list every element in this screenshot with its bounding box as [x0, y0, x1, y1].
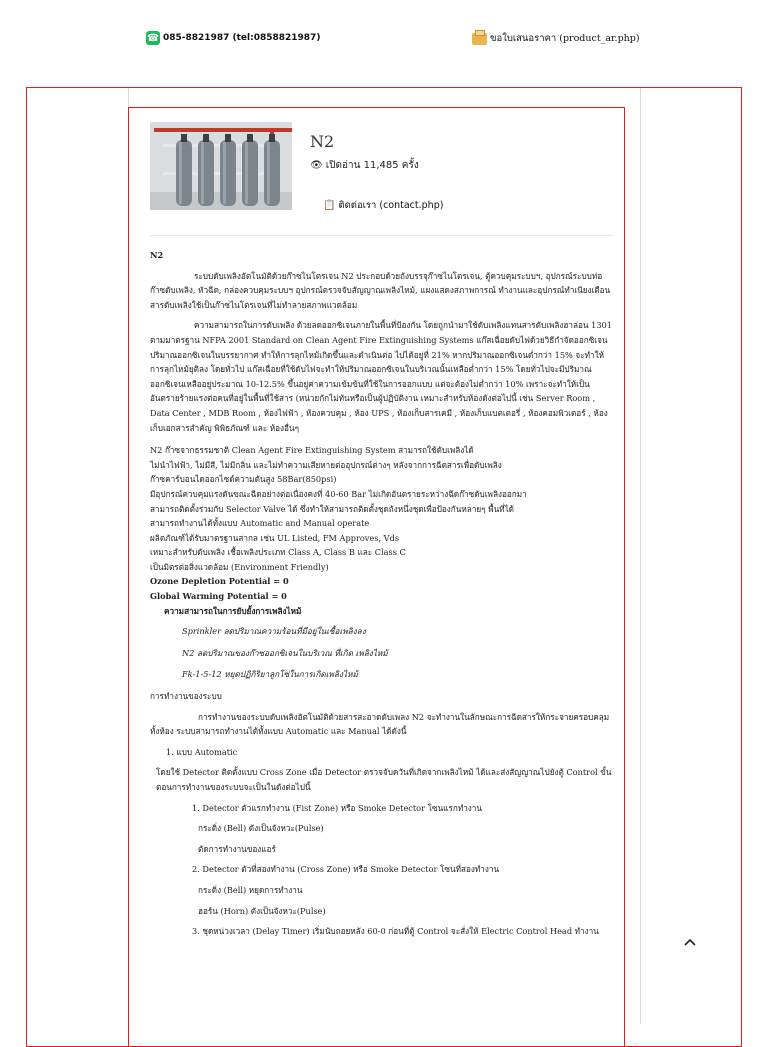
article-heading: N2	[150, 250, 164, 260]
folder-icon	[472, 33, 487, 45]
operation-heading: การทำงานของระบบ	[150, 691, 222, 702]
mode-automatic-heading: 1. แบบ Automatic	[166, 746, 238, 757]
quote-text: ขอใบเสนอราคา (product_ar.php)	[490, 33, 640, 44]
feature-line: Ozone Depletion Potential = 0	[150, 576, 289, 587]
eye-icon: 👁	[310, 160, 323, 171]
chevron-up-icon	[682, 934, 698, 950]
article-body	[150, 248, 614, 939]
step-item: กระดิ่ง (Bell) หยุดการทำงาน	[198, 884, 303, 895]
mode-automatic-text: โดยใช้ Detector ติดตั้งแบบ Cross Zone เมื่อ Detector ตรวจจับควันที่เกิดจากเพลิงไหม้ ได้และส่งสัญญาณไปยังตู้ Control ขั้นตอนการทำงานของระบบจะเป็นในดังต่อไปนี้	[156, 767, 612, 792]
article-paragraph-1: ระบบดับเพลิงอัตโนมัติด้วยก๊าซไนโตรเจน N2 ประกอบด้วยถังบรรจุก๊าซไนโตรเจน, ตู้ควบคุมระบบฯ, อุปกรณ์ระบบท่อก๊าซดับเพลิง, หัวฉีด, กล่องควบคุมระบบฯ อุปกรณ์ตรวจจับสัญญาณเพลิงไหม้, แผงแสดงสภาพการณ์ ทำงานและอุปกรณ์ทำเนียงเตือน สารดับเพลิงใช้เป็นก๊าซไนโตรเจนที่ไม่ทำลายสภาพแวดล้อม	[150, 270, 611, 310]
feature-line: N2 ก๊าซจากธรรมชาติ Clean Agent Fire Extinguishing System สามารถใช้ดับเพลิงได้	[150, 445, 474, 456]
phone-icon: ☎	[146, 32, 160, 44]
contact-text: ติดต่อเรา (contact.php)	[338, 200, 444, 211]
step-item: กระดิ่ง (Bell) ดังเป็นจังหวะ(Pulse)	[198, 823, 324, 834]
step-item: 1. Detector ตัวแรกทำงาน (Fist Zone) หรือ Smoke Detector โซนแรกทำงาน	[192, 802, 483, 813]
product-title: N2	[310, 132, 335, 151]
contact-link[interactable]	[323, 198, 443, 213]
step-item: ฮอร์น (Horn) ดังเป็นจังหวะ(Pulse)	[198, 905, 326, 916]
feature-line: เป็นมิตรต่อสิ่งแวดล้อม (Environment Friendly)	[150, 561, 329, 572]
top-bar	[0, 0, 768, 80]
phone-text: 085-8821987 (tel:0858821987)	[163, 33, 321, 43]
feature-line: Global Warming Potential = 0	[150, 591, 287, 602]
step-item: 2. Detector ตัวที่สองทำงาน (Cross Zone) หรือ Smoke Detector โซนที่สองทำงาน	[192, 864, 500, 875]
capability-bullet: Sprinkler ลดปริมาณความร้อนที่มีอยู่ในเชื้อเพลิงลง	[182, 626, 366, 637]
capability-bullet: Fk-1-5-12 หยุดปฏิกิริยาลูกโซ่ในการเกิดเพลิงไหม้	[182, 669, 358, 680]
feature-line: สามารถติดตั้งร่วมกับ Selector Valve ได้ ซึ่งทำให้สามารถติดตั้งชุดถังหนึ่งชุดเพื่อป้องกันหลายๆ พื้นที่ได้	[150, 503, 514, 514]
capability-bullet: N2 ลดปริมาณของก๊าซออกซิเจนในบริเวณ ที่เกิด เพลิงไหม้	[182, 647, 388, 658]
feature-line: มีอุปกรณ์ควบคุมแรงดันขณะฉีดอย่างต่อเนื่องคงที่ 40-60 Bar ไม่เกิดอันตรายระหว่างฉีดก๊าซดับเพลิงออกมา	[150, 488, 527, 499]
article-paragraph-2: ความสามารถในการดับเพลิง ด้วยลดออกซิเจนภายในพื้นที่ป้องกัน โดยถูกนำมาใช้ดับเพลิงแทนสารดับเพลิงฮาล่อน 1301 ตามมาตรฐาน NFPA 2001 Standard on Clean Agent Fire Extinguishing Systems แก๊สเฉื่อยดับไฟด้วยวิธีกำจัดออกซิเจน ปริมาณออกซิเจนในบรรยากาศ ทำให้การลุกไหม้เกิดขึ้นและดำเนินต่อ ไปได้อยู่ที่ 21% หากปริมาณออกซิเจนต่ำกว่า 15% จะทำให้การลุกไหม้ยุติลง โดยทั่วไป แก๊สเฉื่อยที่ใช้ดับไฟจะทำให้ปริมาณออกซิเจนในบริเวณนั้นเหลือต่ำกว่า 15% โดยทั่วไปจะมีปริมาณออกซิเจนเหลืออยู่ประมาณ 10-12.5% ขึ้นอยู่ค่าความเข้มข้นที่ใช้ในการออกแบบ แต่จะต้องไม่ต่ำกว่า 10% เพราะจะทำให้เป็นอันตรายร้ายแรงต่อคนที่อยู่ในพื้นที่ใช้สาร (หน่วยกักไม่ทันหรือเป็นผู้ปฏิบัติงาน เหมาะสำหรับห้องดังต่อไปนี้ เช่น Server Room , Data Center , MDB Room , ห้องไฟฟ้า , ห้องควบคุม , ห้อง UPS , ห้องเก็บสารเคมี , ห้องเก็บแบตเตอรี่ , ห้องคอมพิวเตอร์ , ห้องเก็บเอกสารสำคัญ พิพิธภัณฑ์ และ ห้องอื่นๆ	[150, 320, 612, 433]
capability-heading: ความสามารถในการยับยั้งการเพลิงไหม้	[164, 605, 302, 616]
feature-line: สามารถทำงานได้ทั้งแบบ Automatic and Manual operate	[150, 518, 370, 529]
feature-line: ไม่นำไฟฟ้า, ไม่มีสี, ไม่มีกลิ่น และไม่ทำความเสียหายต่ออุปกรณ์ต่างๆ หลังจากการฉีดสารเพื่อดับเพลิง	[150, 459, 502, 470]
scroll-top-button[interactable]	[682, 934, 698, 950]
feature-line: ก๊าซคาร์บอนไดออกไซด์ความดันสูง 58Bar(850psi)	[150, 474, 337, 485]
nitrogen-cylinders-image	[150, 122, 292, 210]
step-item: ตัดการทำงานของแอร์	[198, 843, 276, 854]
view-count-text: เปิดอ่าน 11,485 ครั้ง	[325, 160, 419, 171]
step-item: 3. ชุดหน่วงเวลา (Delay Timer) เริ่มนับถอยหลัง 60-0 ก่อนที่ตู้ Control จะสั่งให้ Electric Control Head ทำงาน	[192, 926, 599, 937]
quote-link[interactable]	[472, 31, 640, 46]
divider	[150, 235, 612, 236]
view-count	[310, 158, 419, 173]
feature-line: เหมาะสำหรับดับเพลิง เชื้อเพลิงประเภท Class A, Class B และ Class C	[150, 547, 406, 558]
operation-text: การทำงานของระบบดับเพลิงอัตโนมัติด้วยสารสะอาดดับเพลง N2 จะทำงานในลักษณะการฉีดสารให้กระจายครอบคลุมทั้งห้อง ระบบสามารถทำงานได้ทั้งแบบ Automatic และ Manual ได้ดังนี้	[150, 711, 610, 737]
phone-link[interactable]	[146, 31, 320, 45]
column-divider-right	[640, 88, 641, 1024]
feature-line: ผลิตภัณฑ์ได้รับมาตรฐานสากล เช่น UL Listed, FM Approves, Vds	[150, 532, 400, 543]
product-image	[150, 122, 292, 210]
clipboard-icon: 📋	[323, 200, 336, 211]
